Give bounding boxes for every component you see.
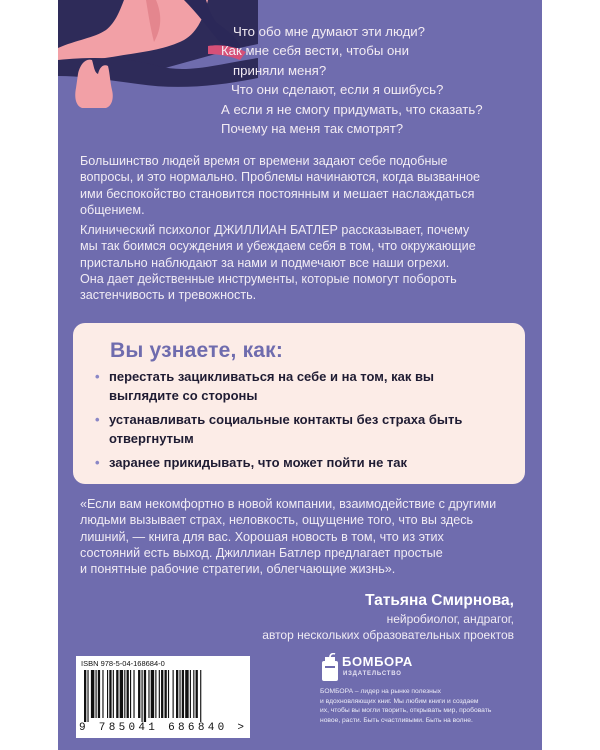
book-back-cover — [58, 0, 542, 750]
bomb-icon — [320, 653, 340, 683]
publisher-logo — [320, 651, 440, 687]
publisher-subtitle: ИЗДАТЕЛЬСТВО — [343, 671, 402, 677]
learn-item — [95, 454, 515, 473]
learn-item-line: выглядите со стороны — [109, 387, 258, 403]
question-line: Почему на меня так смотрят? — [221, 121, 404, 137]
publisher-about-line: и вдохновляющих книг. Мы любим книги и создаем — [320, 697, 479, 705]
barcode-bar — [96, 670, 97, 718]
barcode-bar — [102, 670, 103, 718]
learn-item-line: отвергнутым — [109, 430, 194, 446]
reviewer-role-line: автор нескольких образовательных проектов — [262, 627, 514, 642]
barcode-bar — [144, 670, 146, 722]
barcode-bar — [91, 670, 94, 718]
publisher-about-line: БОМБОРА – лидер на рынке полезных — [320, 688, 441, 695]
publisher-about-line: новое, расти. Быть счастливыми. Быть на волне. — [320, 716, 473, 724]
paragraph-line: Клинический психолог ДЖИЛЛИАН БАТЛЕР рассказывает, почему — [80, 223, 470, 237]
paragraph-line: застенчивость и тревожность. — [80, 288, 257, 303]
question-line: Что обо мне думают эти люди? — [233, 24, 425, 39]
barcode-bar — [113, 670, 114, 718]
bullet-icon: • — [95, 455, 100, 470]
barcode-bar — [116, 670, 118, 718]
barcode-bar — [155, 670, 156, 718]
learn-item-line: устанавливать социальные контакты без страха быть — [109, 412, 463, 427]
quote-line: лишний, — книга для вас. Хорошая новость в том, что из этих — [80, 529, 444, 544]
barcode-bar — [120, 670, 123, 718]
barcode-bar — [124, 670, 125, 718]
paragraph-line: ими беспокойство становится постоянным и мешает наслаждаться — [80, 186, 475, 201]
question-line: приняли меня? — [233, 62, 327, 78]
barcode-bar — [130, 670, 131, 718]
learn-list — [95, 368, 515, 479]
barcode-bar — [193, 670, 194, 718]
learn-item-line: заранее прикидывать, что может пойти не так — [109, 455, 408, 470]
reviewer-name: Татьяна Смирнова, — [365, 592, 514, 609]
barcode-bar — [142, 670, 143, 722]
paragraph-line: вопросы, и это нормально. Проблемы начинаются, когда вызванное — [80, 170, 480, 185]
bullet-icon: • — [95, 369, 100, 384]
barcode-bar — [159, 670, 160, 718]
learn-item-line: перестать зацикливаться на себе и на том, как вы — [109, 369, 435, 384]
barcode-bar — [148, 670, 149, 718]
barcode-bar — [84, 670, 86, 722]
reviewer-role-line: нейробиолог, андрагог, — [386, 612, 514, 626]
paragraph-line: Большинство людей время от времени задают себе подобные — [80, 154, 448, 168]
review-quote — [80, 496, 524, 577]
barcode-bar — [109, 670, 111, 718]
question-line: А если я не смогу придумать, что сказать? — [221, 101, 483, 117]
quote-line: людьми вызывает страх, неловкость, ощущение того, что вы здесь — [80, 513, 474, 528]
isbn-label: ISBN 978-5-04-168684-0 — [81, 659, 165, 668]
paragraph-line: общением. — [80, 202, 145, 217]
question-line: Как мне себя вести, чтобы они — [221, 43, 409, 59]
barcode-bar — [173, 670, 174, 718]
barcode-bar — [182, 670, 184, 718]
paragraph-line: пристально наблюдают за нами и подмечают все наши огрехи. — [80, 255, 450, 270]
ean-digits: 9 785041 686840 > — [79, 722, 248, 734]
quote-line: «Если вам некомфортно в новой компании, взаимодействие с другими — [80, 497, 497, 511]
publisher-about — [320, 687, 535, 725]
barcode-bar — [179, 670, 180, 718]
quote-line: состояний есть выход. Джиллиан Батлер предлагает простые — [80, 545, 443, 560]
barcode-bar — [185, 670, 188, 718]
barcode-bar — [200, 670, 201, 722]
barcode-bars — [84, 670, 242, 722]
barcode-bar — [165, 670, 167, 718]
barcode-bar — [87, 670, 88, 722]
publisher-name: БОМБОРА — [342, 654, 413, 669]
learn-title: Вы узнаете, как: — [110, 339, 284, 362]
intro-paragraph — [80, 153, 520, 218]
barcode-bar — [127, 670, 129, 718]
quote-line: и понятные рабочие стратегии, облегчающие жизнь». — [80, 562, 396, 577]
learn-item — [95, 368, 515, 405]
barcode-bar — [196, 670, 198, 718]
publisher-about-line: их, чтобы вы могли творить, открывать мир, пробовать — [320, 707, 492, 715]
barcode-bar — [190, 670, 191, 718]
barcode-bar — [168, 670, 169, 718]
author-paragraph — [80, 222, 520, 303]
you-will-learn-box — [73, 323, 525, 484]
barcode-bar — [98, 670, 100, 718]
barcode-bar — [133, 670, 134, 718]
reviewer-role — [262, 612, 514, 643]
paragraph-line: мы так боимся осуждения и убеждаем себя в том, что окружающие — [80, 239, 476, 254]
barcode-bar — [138, 670, 140, 718]
barcode-bar — [176, 670, 178, 718]
bullet-icon: • — [95, 412, 100, 427]
question-line: Что они сделают, если я ошибусь? — [231, 82, 444, 98]
barcode — [76, 656, 250, 738]
barcode-bar — [107, 670, 108, 718]
barcode-bar — [161, 670, 163, 718]
questions-block — [221, 22, 533, 138]
barcode-bar — [151, 670, 154, 718]
paragraph-line: Она дает действенные инструменты, которые помогут побороть — [80, 271, 457, 286]
learn-item — [95, 411, 515, 448]
